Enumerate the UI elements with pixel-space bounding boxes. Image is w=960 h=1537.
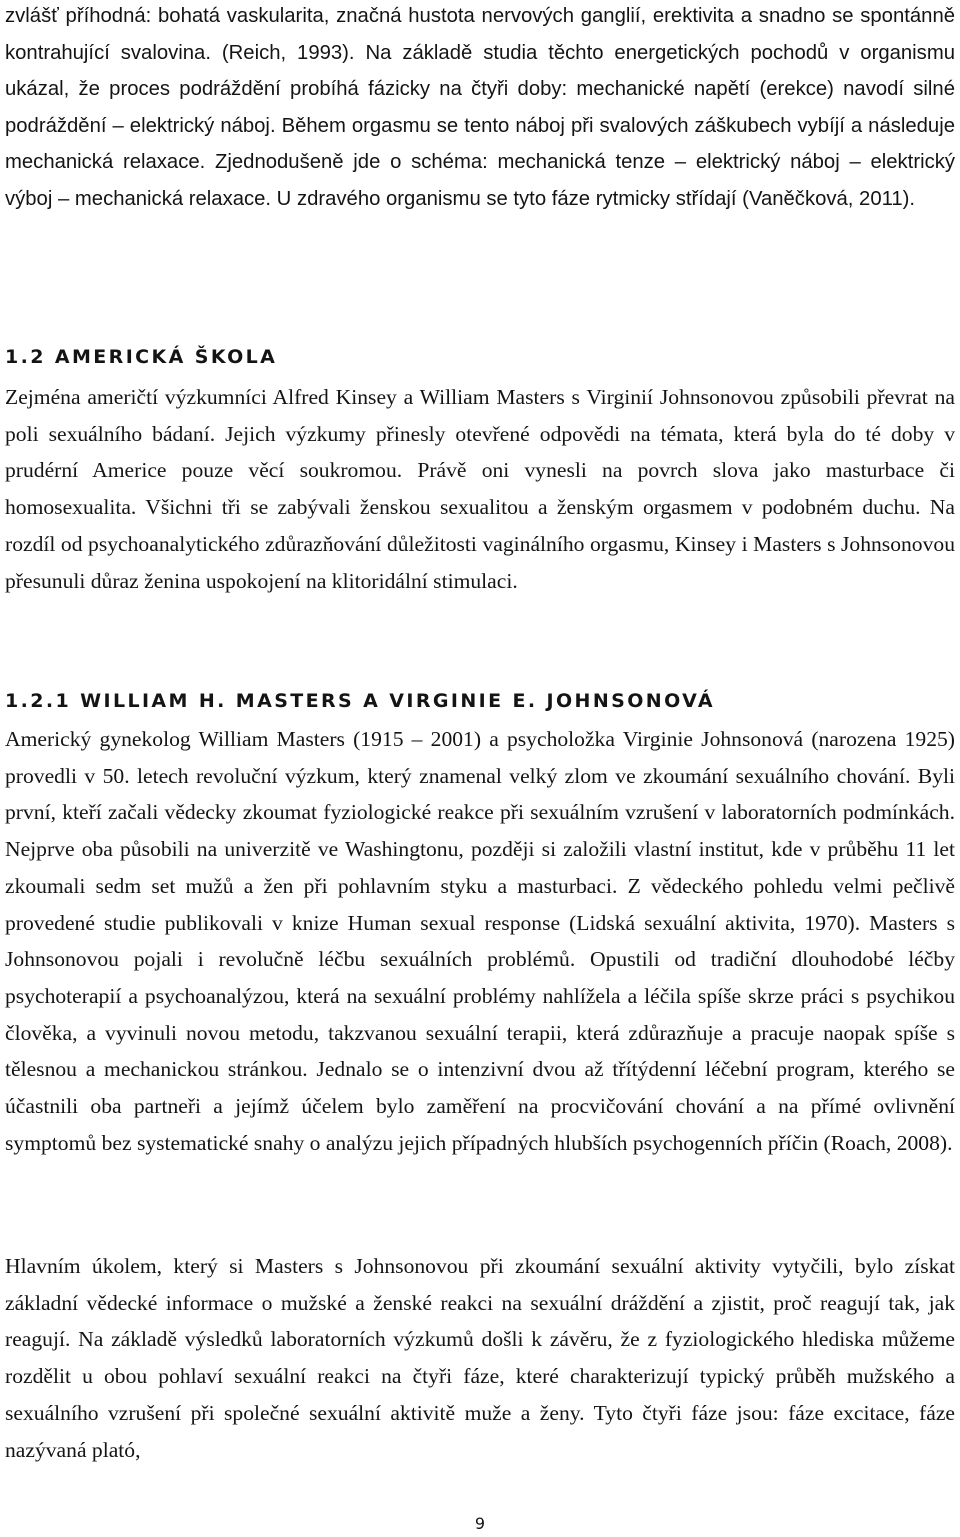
page-number: 9 <box>474 1514 486 1533</box>
section-heading-1-2: 1.2 AMERICKÁ ŠKOLA <box>5 346 278 368</box>
section-heading-1-2-1: 1.2.1 WILLIAM H. MASTERS A VIRGINIE E. JOHNSONOVÁ <box>5 690 716 712</box>
intro-paragraph: zvlášť příhodná: bohatá vaskularita, značná hustota nervových ganglií, erektivita a snadno se spontánně kontrahující svalovina. (Reich, 1993). Na základě studia těchto energetických pochodů v organismu ukázal, že proces podráždění probíhá fázicky na čtyři doby: mechanické napětí (erekce) navodí silné podráždění – elektrický náboj. Během orgasmu se tento náboj při svalových záškubech vybíjí a následuje mechanická relaxace. Zjednodušeně jde o schéma: mechanická tenze – elektrický náboj – elektrický výboj – mechanická relaxace. U zdravého organismu se tyto fáze rytmicky střídají (Vaněčková, 2011). <box>5 5 955 210</box>
section-1-2-1-paragraph-1: Americký gynekolog William Masters (1915 – 2001) a psycholožka Virginie Johnsonová (narozena 1925) provedli v 50. letech revoluční výzkum, který znamenal velký zlom ve zkoumání sexuálního chování. Byli první, kteří začali vědecky zkoumat fyziologické reakce při sexuálním vzrušení v laboratorních podmínkách. Nejprve oba působili na univerzitě ve Washingtonu, později si založili vlastní institut, kde v průběhu 11 let zkoumali sedm set mužů a žen při pohlavním styku a masturbaci. Z vědeckého pohledu velmi pečlivě provedené studie publikovali v knize Human sexual response (Lidská sexuální aktivita, 1970). Masters s Johnsonovou pojali i revolučně léčbu sexuálních problémů. Opustili od tradiční dlouhodobé léčby psychoterapií a psychoanalýzou, která na sexuální problémy nahlížela a léčila spíše skrze práci s psychikou člověka, a vyvinuli novou metodu, takzvanou sexuální terapii, která zdůrazňuje a pracuje naopak spíše s tělesnou a mechanickou stránkou. Jednalo se o intenzivní dvou až třítýdenní léčební program, kterého se účastnili oba partneři a jejímž účelem bylo zaměření na procvičování chování a na přímé ovlivnění symptomů bez systematické snahy o analýzu jejich případných hlubších psychogenních příčin (Roach, 2008). <box>5 727 955 1155</box>
section-1-2-paragraph: Zejména američtí výzkumníci Alfred Kinsey a William Masters s Virginií Johnsonovou způsobili převrat na poli sexuálního bádaní. Jejich výzkumy přinesly otevřené odpovědi na témata, která byla do té doby v prudérní Americe pouze věcí soukromou. Právě oni vynesli na povrch slova jako masturbace či homosexualita. Všichni tři se zabývali ženskou sexualitou a ženským orgasmem v podobném duchu. Na rozdíl od psychoanalytického zdůrazňování důležitosti vaginálního orgasmu, Kinsey i Masters s Johnsonovou přesunuli důraz ženina uspokojení na klitoridální stimulaci. <box>5 385 955 593</box>
section-1-2-1-paragraph-2: Hlavním úkolem, který si Masters s Johnsonovou při zkoumání sexuální aktivity vytyčili, bylo získat základní vědecké informace o mužské a ženské reakci na sexuální dráždění a zjistit, proč reagují tak, jak reagují. Na základě výsledků laboratorních výzkumů došli k závěru, že z fyziologického hlediska můžeme rozdělit u obou pohlaví sexuální reakci na čtyři fáze, které charakterizují typický průběh mužského a sexuálního vzrušení při společné sexuální aktivitě muže a ženy. Tyto čtyři fáze jsou: fáze excitace, fáze nazývaná plató, <box>5 1254 955 1462</box>
